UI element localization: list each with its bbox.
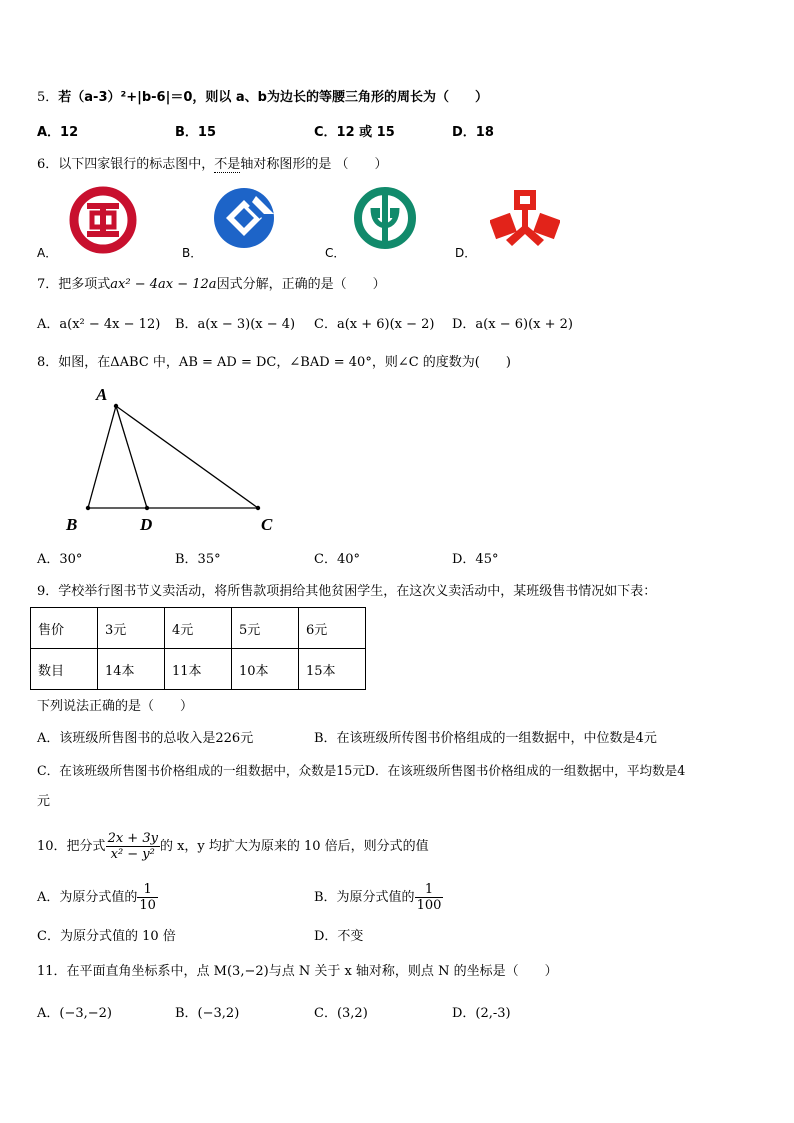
table-cell: 5元	[232, 608, 299, 649]
q10-option-c[interactable]: C．为原分式值的 10 倍	[37, 929, 176, 944]
q7-option-a[interactable]: A．a(x² − 4x − 12)	[37, 317, 161, 332]
q10-option-a-text: A．为原分式值的	[37, 890, 138, 905]
q5-number: 5．	[37, 90, 59, 105]
fraction-numerator: 1	[137, 882, 158, 898]
label-d: D	[140, 515, 153, 534]
q9-stem	[37, 583, 656, 601]
table-cell: 6元	[299, 608, 366, 649]
label-a: A	[96, 385, 108, 404]
q8-stem-text: 如图，在ΔABC 中，AB = AD = DC，∠BAD = 40°，则∠C 的度数为( )	[58, 355, 511, 370]
point-b	[86, 506, 90, 510]
q6-stem	[37, 156, 387, 174]
q7-stem-part-b: 因式分解，正确的是（ ）	[216, 277, 386, 292]
q11-option-d[interactable]: D．(2,-3)	[452, 1006, 511, 1021]
q8-triangle-figure	[60, 382, 290, 537]
table-cell: 售价	[31, 608, 98, 649]
fraction-denominator: 10	[139, 898, 156, 913]
q11-option-a[interactable]: A．(−3,−2)	[37, 1006, 112, 1021]
q5-option-b[interactable]: B．15	[175, 125, 216, 140]
table-cell: 15本	[299, 649, 366, 690]
bank-logo-a-icon[interactable]	[69, 186, 137, 254]
q9-option-b[interactable]: B．在该班级所传图书价格组成的一组数据中，中位数是4元	[314, 731, 657, 746]
q7-option-d[interactable]: D．a(x − 6)(x + 2)	[452, 317, 573, 332]
segment-ab	[88, 406, 116, 508]
q9-option-a[interactable]: A．该班级所售图书的总收入是226元	[37, 731, 254, 746]
q11-stem	[37, 963, 558, 981]
q11-option-b[interactable]: B．(−3,2)	[175, 1006, 240, 1021]
q8-option-d[interactable]: D．45°	[452, 552, 499, 567]
q10-option-b[interactable]	[314, 880, 443, 916]
bank-logo-d-icon[interactable]	[490, 188, 560, 250]
q8-number: 8．	[37, 355, 59, 370]
q7-stem	[37, 276, 386, 294]
q10-option-b-text: B．为原分式值的	[314, 890, 415, 905]
segment-ac	[116, 406, 258, 508]
q10-fraction	[106, 831, 160, 862]
table-cell: 10本	[232, 649, 299, 690]
q5-stem	[37, 89, 488, 107]
q7-option-b[interactable]: B．a(x − 3)(x − 4)	[175, 317, 296, 332]
segment-ad	[116, 406, 147, 508]
label-c: C	[261, 515, 273, 534]
bank-logo-b-icon[interactable]	[212, 186, 276, 250]
q11-option-c[interactable]: C．(3,2)	[314, 1006, 368, 1021]
q9-option-c-d[interactable]: C．在该班级所售图书价格组成的一组数据中，众数是15元D．在该班级所售图书价格组成的一组数据中，平均数是4	[37, 763, 686, 778]
q6-label-d: D．	[455, 246, 477, 260]
table-row	[31, 649, 366, 690]
q6-label-c: C．	[325, 246, 346, 260]
q10-option-a[interactable]	[37, 880, 158, 916]
q6-number: 6．	[37, 157, 59, 172]
q6-label-a: A．	[37, 246, 58, 260]
q7-stem-part-a: 把多项式	[58, 277, 111, 292]
q10-fraction-denominator: x² − y²	[110, 847, 155, 862]
q6-label-b: B．	[182, 246, 203, 260]
q9-follow-text: 下列说法正确的是（ ）	[37, 699, 194, 714]
q9-stem-text: 学校举行图书节义卖活动，将所售款项捐给其他贫困学生，在这次义卖活动中，某班级售书情况如下表：	[58, 584, 657, 599]
point-a	[114, 404, 118, 408]
table-cell: 3元	[98, 608, 165, 649]
table-cell: 数目	[31, 649, 98, 690]
q8-option-c[interactable]: C．40°	[314, 552, 360, 567]
q9-option-d-tail: 元	[37, 794, 51, 809]
q9-sales-table	[30, 607, 366, 690]
q5-stem-part-b: ²+|b-6|＝0，则以 a、b为边长的等腰三角形的周长为（ ）	[120, 90, 488, 105]
q5-option-d[interactable]: D．18	[452, 125, 494, 140]
fraction-denominator: 100	[416, 898, 442, 913]
q5-option-a[interactable]: A．12	[37, 125, 79, 140]
q9-number: 9．	[37, 584, 59, 599]
q10-option-b-fraction	[415, 882, 444, 913]
table-cell: 14本	[98, 649, 165, 690]
fraction-numerator: 1	[415, 882, 444, 898]
q6-stem-part-a: 以下四家银行的标志图中，	[58, 157, 215, 172]
q10-option-a-fraction	[137, 882, 158, 913]
table-cell: 4元	[165, 608, 232, 649]
table-cell: 11本	[165, 649, 232, 690]
q7-number: 7．	[37, 277, 59, 292]
point-c	[256, 506, 260, 510]
q10-stem	[37, 829, 429, 865]
q8-option-a[interactable]: A．30°	[37, 552, 83, 567]
q10-stem-part-a: 把分式	[66, 839, 106, 854]
q8-stem	[37, 354, 511, 372]
q10-option-d[interactable]: D．不变	[314, 929, 364, 944]
q10-number: 10．	[37, 839, 67, 854]
q8-option-b[interactable]: B．35°	[175, 552, 221, 567]
bank-logo-c-icon[interactable]	[353, 186, 417, 250]
q10-stem-part-b: 的 x，y 均扩大为原来的 10 倍后，则分式的值	[159, 839, 429, 854]
table-row	[31, 608, 366, 649]
q5-option-c[interactable]: C．12 或 15	[314, 125, 395, 140]
q7-expression: ax² − 4ax − 12a	[110, 277, 217, 292]
q11-number: 11．	[37, 964, 67, 979]
q7-option-c[interactable]: C．a(x + 6)(x − 2)	[314, 317, 435, 332]
q11-stem-text: 在平面直角坐标系中，点 M(3,−2)与点 N 关于 x 轴对称，则点 N 的坐标是（ ）	[66, 964, 558, 979]
label-b: B	[66, 515, 78, 534]
q10-fraction-numerator: 2x + 3y	[107, 831, 158, 846]
q6-stem-part-b: 轴对称图形的是 （ ）	[240, 157, 388, 172]
q5-stem-part-a: 若（a-3）	[58, 90, 121, 105]
q6-stem-emphasis: 不是	[214, 157, 241, 172]
point-d	[145, 506, 149, 510]
